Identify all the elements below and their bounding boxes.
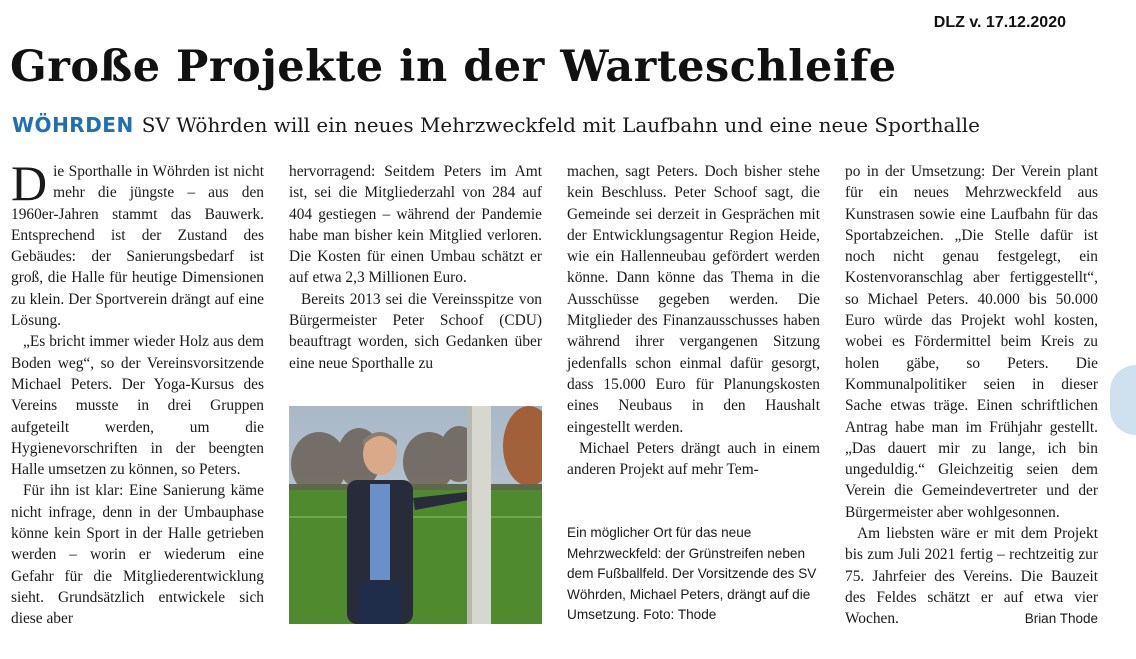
article-photo: [289, 406, 542, 624]
paragraph: Am liebsten wäre er mit dem Projekt bis zum Juli 2021 fertig – rechtzeitig zur 75. Jahrfeier des Vereins. Die Bauzeit des Feldes schätzt er auf etwa vier Wochen. Brian Thode: [845, 523, 1098, 629]
article-column-1: [11, 155, 264, 630]
headline: Große Projekte in der Warteschleife: [10, 42, 897, 92]
article-column-4: [845, 161, 1098, 630]
photo-image: [289, 406, 542, 624]
paragraph: po in der Umsetzung: Der Verein plant für ein neues Mehrzweckfeld aus Kunstrasen sowie eine Laufbahn für das Sportabzeichen. „Die Stelle dafür ist noch nicht genau festgelegt, ein Kostenvoranschlag aber fertiggestellt“, so Michael Peters. 40.000 bis 50.000 Euro würde das Projekt wohl kosten, wobei es Fördermittel beim Kreis zu holen gäbe, so Peters. Die Kommunalpolitiker seien in dieser Sache etwas träge. Einen schriftlichen Antrag habe man im Frühjahr gestellt. „Das dauert mir zu lange, ich bin ungeduldig.“ Gleichzeitig seien dem Verein die Gemeindevertreter und der Bürgermeister aber wohlgesonnen.: [845, 163, 1098, 521]
article-column-2: [289, 161, 542, 374]
photo-caption: Ein möglicher Ort für das neue Mehrzweckfeld: der Grünstreifen neben dem Fußballfeld. Der Vorsitzende des SV Wöhrden, Michael Peters, drängt auf die Umsetzung. Foto: Thode: [567, 525, 817, 623]
side-tab: [1110, 365, 1136, 435]
paragraph: „Es bricht immer wieder Holz aus dem Boden weg“, so der Vereinsvorsitzende Michael Peters. Der Yoga-Kursus des Vereins musste in drei Gruppen aufgeteilt werden, um die Hygienevorschriften in der beengten Halle umsetzen zu können, so Peters.: [11, 333, 264, 479]
paragraph: machen, sagt Peters. Doch bisher stehe kein Beschluss. Peter Schoof sagt, die Gemeinde sei derzeit in Gesprächen mit der Entwicklungsagentur Region Heide, wie ein Hallenneubau gefördert werden könne. Dann könne das Thema in die Ausschüsse gegeben werden. Die Mitglieder des Finanzausschusses haben während ihrer vergangenen Sitzung jedenfalls schon einmal dafür gesorgt, dass 15.000 Euro für Planungskosten eines Neubaus in den Haushalt eingestellt werden.: [567, 163, 820, 436]
subheadline-text: SV Wöhrden will ein neues Mehrzweckfeld mit Laufbahn und eine neue Sporthalle: [141, 113, 981, 137]
paragraph: Bereits 2013 sei die Vereinsspitze von Bürgermeister Peter Schoof (CDU) beauftragt worden, sich Gedanken über eine neue Sporthalle zu: [289, 290, 542, 372]
paragraph: Die Sporthalle in Wöhrden ist nicht mehr die jüngste – aus den 1960er-Jahren stammt das Bauwerk. Entsprechend ist der Zustand des Gebäudes: der Sanierungsbedarf ist groß, die Halle für heutige Dimensionen zu klein. Der Sportverein drängt auf eine Lösung.: [11, 155, 264, 330]
paragraph: Michael Peters drängt auch in einem anderen Projekt auf mehr Tem-: [567, 439, 820, 479]
drop-cap: D: [11, 155, 48, 211]
paragraph: hervorragend: Seitdem Peters im Amt ist, sei die Mitgliederzahl von 284 auf 404 gestiegen – während der Pandemie habe man bisher kein Mitglied verloren. Die Kosten für einen Umbau schätzt er auf etwa 2,3 Millionen Euro.: [289, 163, 542, 287]
source-date: DLZ v. 17.12.2020: [933, 14, 1066, 31]
article-column-3: [567, 161, 820, 480]
subheadline: [12, 113, 980, 137]
paragraph: Für ihn ist klar: Eine Sanierung käme nicht infrage, denn in der Umbauphase könne kein Sport in der Halle getrieben werden – worin er wiederum eine Gefahr für die Mitgliederentwicklung sieht. Grundsätzlich entwickele sich diese aber: [11, 482, 264, 628]
location-kicker: WÖHRDEN: [12, 113, 134, 137]
author-byline: Brian Thode: [1024, 611, 1098, 627]
